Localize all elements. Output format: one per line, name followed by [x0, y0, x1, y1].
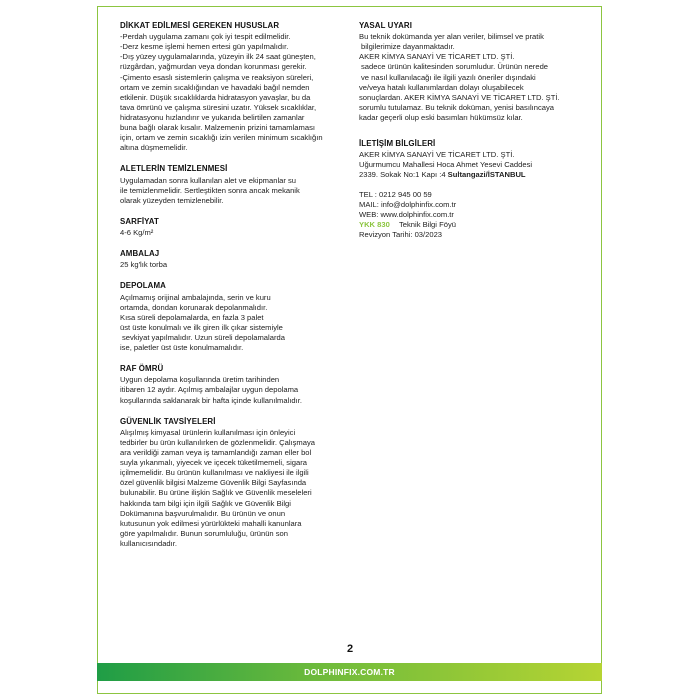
product-code: YKK 830	[359, 219, 390, 229]
section-title-iletisim: İLETİŞİM BİLGİLERİ	[359, 139, 436, 149]
text-line: ise, paletler üst üste konulmamalıdır.	[120, 343, 244, 353]
address-line-1: Uğurmumcu Mahallesi Hoca Ahmet Yesevi Caddesi	[359, 160, 533, 170]
text-line: 4-6 Kg/m²	[120, 228, 154, 238]
text-line: -Derz kesme işlemi hemen ertesi gün yapılmalıdır.	[120, 42, 289, 52]
text-line: Kısa süreli depolamalarda, en fazla 3 palet	[120, 312, 264, 322]
text-line: etkilenir. Düşük sıcaklıklarda hidratasyon yavaşlar, bu da	[120, 92, 311, 102]
right-column	[359, 21, 587, 251]
text-line: tedbirler bu ürün kullanılırken de gözlenmelidir. Çalışmaya	[120, 437, 316, 447]
text-line: sonuçlardan. AKER KİMYA SANAYİ VE TİCARET LTD. ŞTİ.	[359, 92, 560, 102]
text-line: sadece ürünün kalitesinden sorumludur. Ürünün nerede	[361, 62, 549, 72]
text-line: rüzgârdan, yağmurdan veya dondan korunması gerekir.	[120, 62, 307, 72]
section-sarfiyat	[120, 217, 335, 238]
text-line: göre yapılmalıdır. Bunun sorumluluğu, ürünün son	[120, 528, 289, 538]
document-name: Teknik Bilgi Föyü	[398, 219, 456, 229]
text-line: özel güvenlik bilgisi Malzeme Güvenlik Bilgi Sayfasında	[120, 478, 307, 488]
text-line: içilmemelidir. Bu ürünün kullanılması ve nakliyesi ile ilgili	[120, 468, 309, 478]
text-line: için, ortam ve zemin sıcaklığı izin verilen minimum sıcaklığın	[120, 133, 323, 143]
text-line: 25 kg'lık torba	[120, 260, 168, 270]
text-line: üst üste konulmalı ve ilk giren ilk çıkar sistemiyle	[120, 322, 283, 332]
text-line: -Dış yüzey uygulamalarında, yüzeyin ilk 24 saat güneşten,	[120, 52, 316, 62]
text-line: tava ömrünü ve çalışma süresini uzatır. Yüksek sıcaklıklar,	[120, 102, 317, 112]
section-iletisim	[359, 139, 587, 240]
address-line-2	[359, 170, 587, 180]
text-line: bulunabilir. Bu ürüne ilişkin Sağlık ve Güvenlik meseleleri	[120, 488, 312, 498]
text-line: Bu teknik dokümanda yer alan veriler, bilimsel ve pratik	[359, 32, 544, 42]
text-line: ortamda, dondan korunarak depolanmalıdır.	[120, 302, 268, 312]
text-line: kadar geçerli olup eski basımları hükümsüz kılar.	[359, 112, 523, 122]
text-line: ve/veya hatalı kullanımlardan dolayı oluşabilecek	[359, 82, 524, 92]
text-line: sorumlu tutulamaz. Bu teknik doküman, yenisi basılıncaya	[359, 102, 555, 112]
address-city: Sultangazi/İSTANBUL	[447, 170, 526, 180]
text-line: ve nasıl kullanılacağı ile ilgili yazılı öneriler dışındaki	[361, 72, 536, 82]
text-line: kutusunun yok edilmesi yürürlükteki mahalli kanunlara	[120, 518, 302, 528]
text-line: suyla yıkanmalı, yiyecek ve içecek tüketilmemeli, sigara	[120, 458, 307, 468]
text-line: Dokümanına başvurulmalıdır. Bu ürünün ve onun	[120, 508, 286, 518]
section-aletler	[120, 164, 335, 205]
text-line: olarak yüzeyden temizlenebilir.	[120, 195, 224, 205]
section-title-dikkat: DİKKAT EDİLMESİ GEREKEN HUSUSLAR	[120, 21, 280, 30]
section-ambalaj	[120, 249, 335, 270]
text-line: ara verildiği zaman veya iş tamamlandığı zaman eller bol	[120, 448, 312, 458]
email-address: MAIL: info@dolphinfix.com.tr	[359, 199, 457, 209]
text-line: Açılmamış orijinal ambalajında, serin ve kuru	[120, 292, 271, 302]
text-line: ortam ve zemin sıcaklığından ve havadaki bağıl nemden	[120, 82, 310, 92]
section-raf-omru	[120, 364, 335, 405]
text-line: bilgilerimize dayanmaktadır.	[361, 42, 455, 52]
text-line: sevkiyat yapılmalıdır. Uzun süreli depolamalarda	[122, 332, 285, 342]
text-line: buna bağlı olarak kısalır. Malzemenin prizini tamamlaması	[120, 123, 315, 133]
text-line: hidratasyonu hızlandırır ve yukarıda belirtilen zamanlar	[120, 112, 305, 122]
text-line: kullanıcısındadır.	[120, 538, 177, 548]
section-dikkat	[120, 21, 335, 153]
revision-date: Revizyon Tarihi: 03/2023	[359, 229, 443, 239]
section-title-depolama: DEPOLAMA	[120, 281, 166, 291]
left-column	[120, 21, 335, 560]
text-line: Uygun depolama koşullarında üretim tarihinden	[120, 375, 280, 385]
address-prefix: 2339. Sokak No:1 Kapı :4	[359, 170, 448, 180]
text-line: ile temizlenmelidir. Sertleştikten sonra ancak mekanik	[120, 185, 300, 195]
section-guvenlik	[120, 417, 335, 549]
text-line: Alışılmış kimyasal ürünlerin kullanılması için önleyici	[120, 427, 296, 437]
section-yasal-uyari	[359, 21, 587, 123]
text-line: hakkında tam bilgi için ilgili Sağlık ve Güvenlik Bilgi	[120, 498, 291, 508]
section-title-yasal-uyari: YASAL UYARI	[359, 21, 412, 30]
section-title-raf-omru: RAF ÖMRÜ	[120, 364, 164, 374]
website-address: WEB: www.dolphinfix.com.tr	[359, 209, 454, 219]
spacer	[359, 181, 587, 190]
phone-number: TEL : 0212 945 00 59	[359, 189, 432, 199]
text-line: Uygulamadan sonra kullanılan alet ve ekipmanlar su	[120, 175, 297, 185]
footer-bar	[97, 663, 602, 681]
company-name: AKER KİMYA SANAYİ VE TİCARET LTD. ŞTİ.	[359, 150, 515, 160]
section-title-aletler: ALETLERİN TEMİZLENMESİ	[120, 164, 228, 174]
section-title-guvenlik: GÜVENLİK TAVSİYELERİ	[120, 416, 216, 426]
document-code-line	[359, 220, 587, 230]
text-line: koşullarında saklanarak bir hafta içinde kullanılmalıdır.	[120, 395, 302, 405]
text-line: AKER KİMYA SANAYİ VE TİCARET LTD. ŞTİ.	[359, 52, 515, 62]
section-title-ambalaj: AMBALAJ	[120, 249, 160, 259]
page-number: 2	[346, 643, 354, 655]
section-title-sarfiyat: SARFİYAT	[120, 216, 159, 226]
text-line: itibaren 12 aydır. Açılmış ambalajlar uygun depolama	[120, 385, 299, 395]
text-line: altına düşmemelidir.	[120, 143, 188, 153]
footer-website-link[interactable]: DOLPHINFIX.COM.TR	[304, 667, 395, 677]
text-line: -Çimento esaslı sistemlerin çalışma ve reaksiyon süreleri,	[120, 72, 314, 82]
text-line: -Perdah uygulama zamanı çok iyi tespit edilmelidir.	[120, 32, 291, 42]
section-depolama	[120, 281, 335, 353]
